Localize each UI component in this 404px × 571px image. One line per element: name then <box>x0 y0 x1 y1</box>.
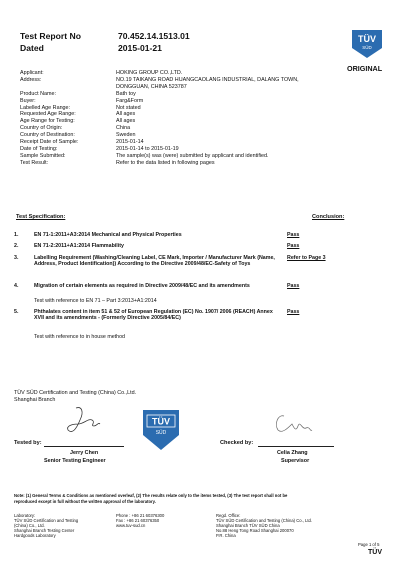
logo-text: TÜV <box>358 34 376 44</box>
detail-value: The sample(s) was (were) submitted by applicant and identified. <box>116 152 269 159</box>
tester-signature <box>62 404 102 440</box>
spec-text: EN 71-2:2011+A1:2014 Flammability <box>34 243 124 249</box>
detail-label: Test Result: <box>20 159 49 166</box>
lab-line: Hardgoods Laboratory <box>14 533 56 538</box>
website-link[interactable]: www.tuv-sud.cn <box>116 523 146 528</box>
detail-label: Age Range for Testing: <box>20 118 75 125</box>
detail-value: Refer to the data listed in following pages <box>116 159 215 166</box>
spec-result: Pass <box>287 232 300 238</box>
dated-value: 2015-01-21 <box>118 43 162 53</box>
spec-text: EN 71-1:2011+A3:2014 Mechanical and Physical Properties <box>34 232 182 238</box>
spec-num: 5. <box>14 309 19 315</box>
detail-value: All ages <box>116 111 136 118</box>
regd-line: Shanghai Branch TÜV SÜD China <box>216 523 280 528</box>
branch-line-1: TÜV SÜD Certification and Testing (China) Co.,Ltd. <box>14 390 137 396</box>
spec-num: 2. <box>14 243 19 249</box>
detail-value: DONGGUAN, CHINA 523787 <box>116 83 187 90</box>
lab-line: TÜV SÜD Certification and Testing <box>14 518 79 523</box>
spec-result: Refer to Page 3 <box>287 255 326 261</box>
original-label: ORIGINAL <box>347 64 383 73</box>
spec-result: Pass <box>287 283 300 289</box>
detail-value: 2015-01-14 to 2015-01-19 <box>116 145 179 152</box>
detail-value: All ages <box>116 118 136 125</box>
footer-regd <box>216 513 312 538</box>
stamp-sub: SÜD <box>155 430 167 436</box>
detail-label: Receipt Date of Sample: <box>20 139 79 145</box>
spec-result: Pass <box>287 243 300 249</box>
checker-name: Celia Zhang <box>277 450 308 456</box>
detail-label: Applicant: <box>20 70 44 76</box>
report-no-label: Test Report No <box>20 31 81 41</box>
spec-text: Migration of certain elements as required in Directive 2009/48/EC and its amendments <box>34 283 250 289</box>
checked-by-label: Checked by: <box>220 440 254 446</box>
detail-value: Farg&Form <box>116 97 144 104</box>
tester-name: Jerry Chen <box>70 450 99 456</box>
regd-line: No.88 Heng Tong Road Shanghai 200070 <box>216 528 294 533</box>
spec-num: 3. <box>14 255 19 261</box>
tester-title: Senior Testing Engineer <box>44 458 106 464</box>
detail-label: Buyer: <box>20 97 36 104</box>
checker-signature <box>270 410 314 440</box>
official-stamp <box>140 407 182 453</box>
detail-label: Country of Destination: <box>20 132 75 139</box>
note-line-1: Note: (1) General Terms & Conditions as mentioned overleaf, (2) The results relate only to the items tested, (3) The test report shall not be <box>14 493 288 498</box>
spec-subtext: Test with reference to EN 71 – Part 3:2013+A1:2014 <box>34 298 157 304</box>
regd-line: P.R. China <box>216 533 236 538</box>
detail-value: NO.19 TAIKANG ROAD HUANGCAOLANG INDUSTRIAL, DALANG TOWN, <box>116 76 299 83</box>
tested-by-line <box>44 446 124 447</box>
footer-contact <box>116 513 164 528</box>
detail-label: Product Name: <box>20 90 56 97</box>
tested-by-label: Tested by: <box>14 440 42 446</box>
footer-lab <box>14 513 78 538</box>
lab-line: Shanghai Branch Testing Center <box>14 528 75 533</box>
spec-num: 1. <box>14 232 19 238</box>
checker-title: Supervisor <box>281 458 310 464</box>
detail-label: Country of Origin: <box>20 125 63 132</box>
spec-heading: Test Specification: <box>16 214 66 220</box>
detail-value: Not stated <box>116 104 141 111</box>
spec-result: Pass <box>287 309 300 315</box>
spec-subtext: Test with reference to in house method <box>34 334 125 340</box>
spec-text: Phthalates content in item 51 & 52 of European Regulation (EC) No. 1907/ 2006 (REACH) Annex XVII and its amendments - (Formerly Directive 2005/84/EC) <box>34 309 273 322</box>
detail-label: Sample Submitted: <box>20 152 66 159</box>
lab-label: Laboratory: <box>14 513 36 518</box>
fax: Fax : +86 21 60376350 <box>116 518 160 523</box>
detail-label: Address: <box>20 76 42 83</box>
lab-line: (China) Co., Ltd. <box>14 523 45 528</box>
detail-label: Requested Age Range: <box>20 111 76 118</box>
detail-value: HOKING GROUP CO.,LTD. <box>116 70 183 76</box>
report-no: 70.452.14.1513.01 <box>118 31 190 41</box>
logo-sub: SÜD <box>362 45 372 50</box>
note-line-2: reproduced except in full without the written approval of the laboratory. <box>14 499 156 504</box>
regd-label: Regd. Office: <box>216 513 241 518</box>
conclusion-heading: Conclusion: <box>312 214 345 220</box>
stamp-text: TÜV <box>152 416 170 427</box>
checked-by-line <box>258 446 334 447</box>
page-number: Page 1 of 5 <box>358 542 380 547</box>
spec-text: Labelling Requirement (Washing/Cleaning Label, CE Mark, Importer / Manufacturer Mark (Name, Address, Product Identification)) According to the Directive 2009/48/EC-Safety of Toys <box>34 255 275 268</box>
tuv-logo <box>350 28 384 60</box>
detail-value: 2015-01-14 <box>116 139 144 145</box>
detail-label: Date of Testing: <box>20 145 58 152</box>
spec-num: 4. <box>14 283 19 289</box>
regd-line: TÜV SÜD Certification and Testing (China) Co., Ltd. <box>216 518 313 523</box>
phone: Phone : +86 21 60376300 <box>116 513 165 518</box>
footer-brand: TÜV <box>368 549 382 556</box>
detail-value: China <box>116 125 131 132</box>
dated-label: Dated <box>20 43 44 53</box>
detail-value: Sweden <box>116 132 136 139</box>
detail-value: Bath toy <box>116 90 136 97</box>
branch-line-2: Shanghai Branch <box>14 397 56 403</box>
detail-label: Labelled Age Range: <box>20 104 71 111</box>
